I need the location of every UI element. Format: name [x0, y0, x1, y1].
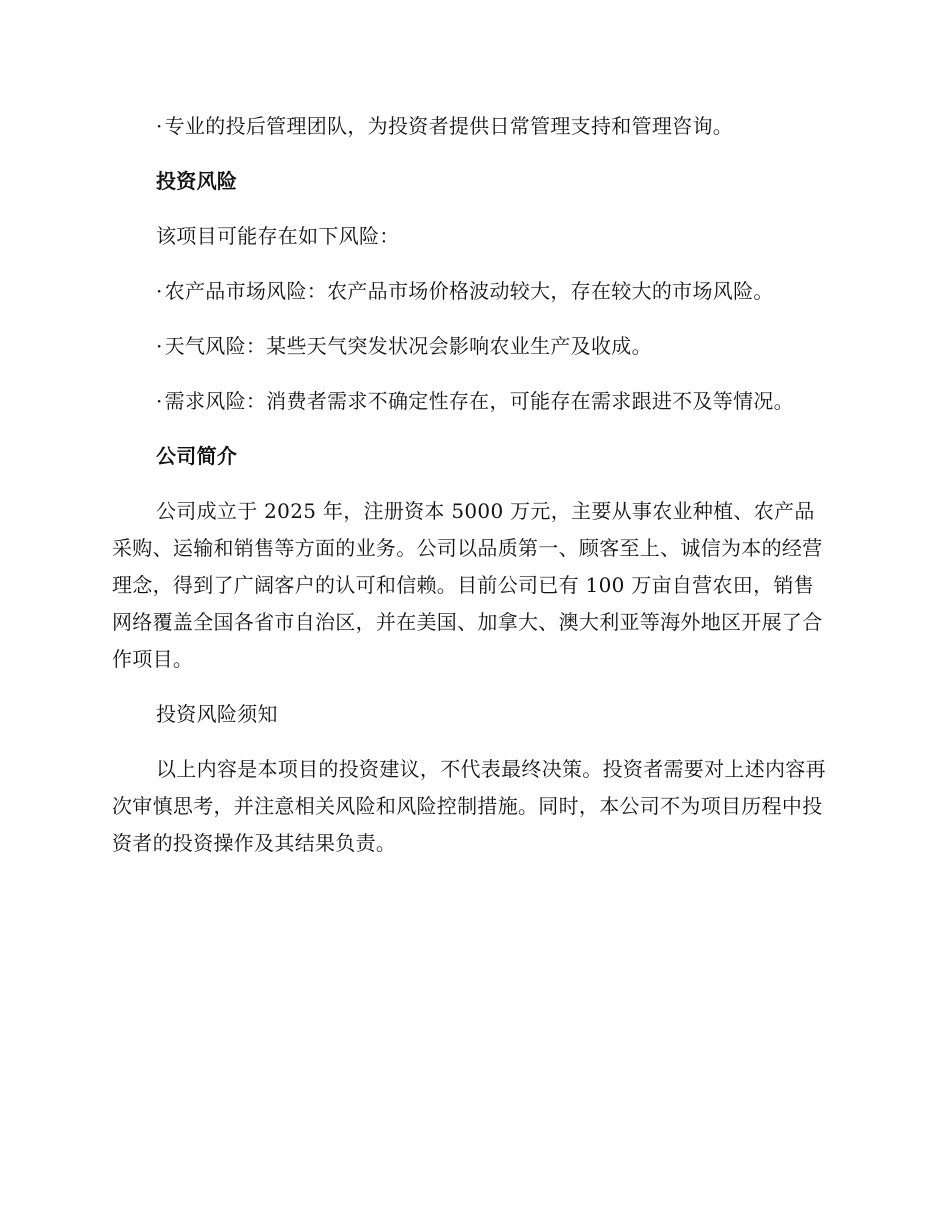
bullet-dot-icon: · — [156, 389, 163, 413]
risk-bullet-weather — [112, 328, 832, 365]
risk-bullet-market — [112, 273, 832, 310]
risk-bullet-text: 需求风险：消费者需求不确定性存在，可能存在需求跟进不及等情况。 — [164, 389, 794, 413]
intro-bullet — [112, 108, 832, 145]
risk-intro: 该项目可能存在如下风险： — [156, 224, 400, 248]
bullet-dot-icon: · — [156, 279, 163, 303]
document-page — [112, 108, 832, 880]
bullet-dot-icon: · — [156, 334, 163, 358]
risk-bullet-demand — [112, 383, 832, 420]
company-heading: 公司简介 — [156, 444, 238, 468]
risk-bullet-text: 农产品市场风险：农产品市场价格波动较大，存在较大的市场风险。 — [164, 279, 774, 303]
intro-bullet-text: 专业的投后管理团队，为投资者提供日常管理支持和管理咨询。 — [164, 114, 734, 138]
risk-heading: 投资风险 — [156, 169, 238, 193]
notice-heading: 投资风险须知 — [156, 702, 278, 726]
company-body: 公司成立于 2025 年，注册资本 5000 万元，主要从事农业种植、农产品采购、运输和销售等方面的业务。公司以品质第一、顾客至上、诚信为本的经营理念，得到了广阔客户的认可和信赖。目前公司已有 100 万亩自营农田，销售网络覆盖全国各省市自治区，并在美国、加拿大、澳大利亚等海外地区开展了合作项目。 — [112, 499, 823, 671]
notice-body: 以上内容是本项目的投资建议，不代表最终决策。投资者需要对上述内容再次审慎思考，并注意相关风险和风险控制措施。同时，本公司不为项目历程中投资者的投资操作及其结果负责。 — [112, 757, 826, 855]
bullet-dot-icon: · — [156, 114, 163, 138]
risk-bullet-text: 天气风险：某些天气突发状况会影响农业生产及收成。 — [164, 334, 652, 358]
